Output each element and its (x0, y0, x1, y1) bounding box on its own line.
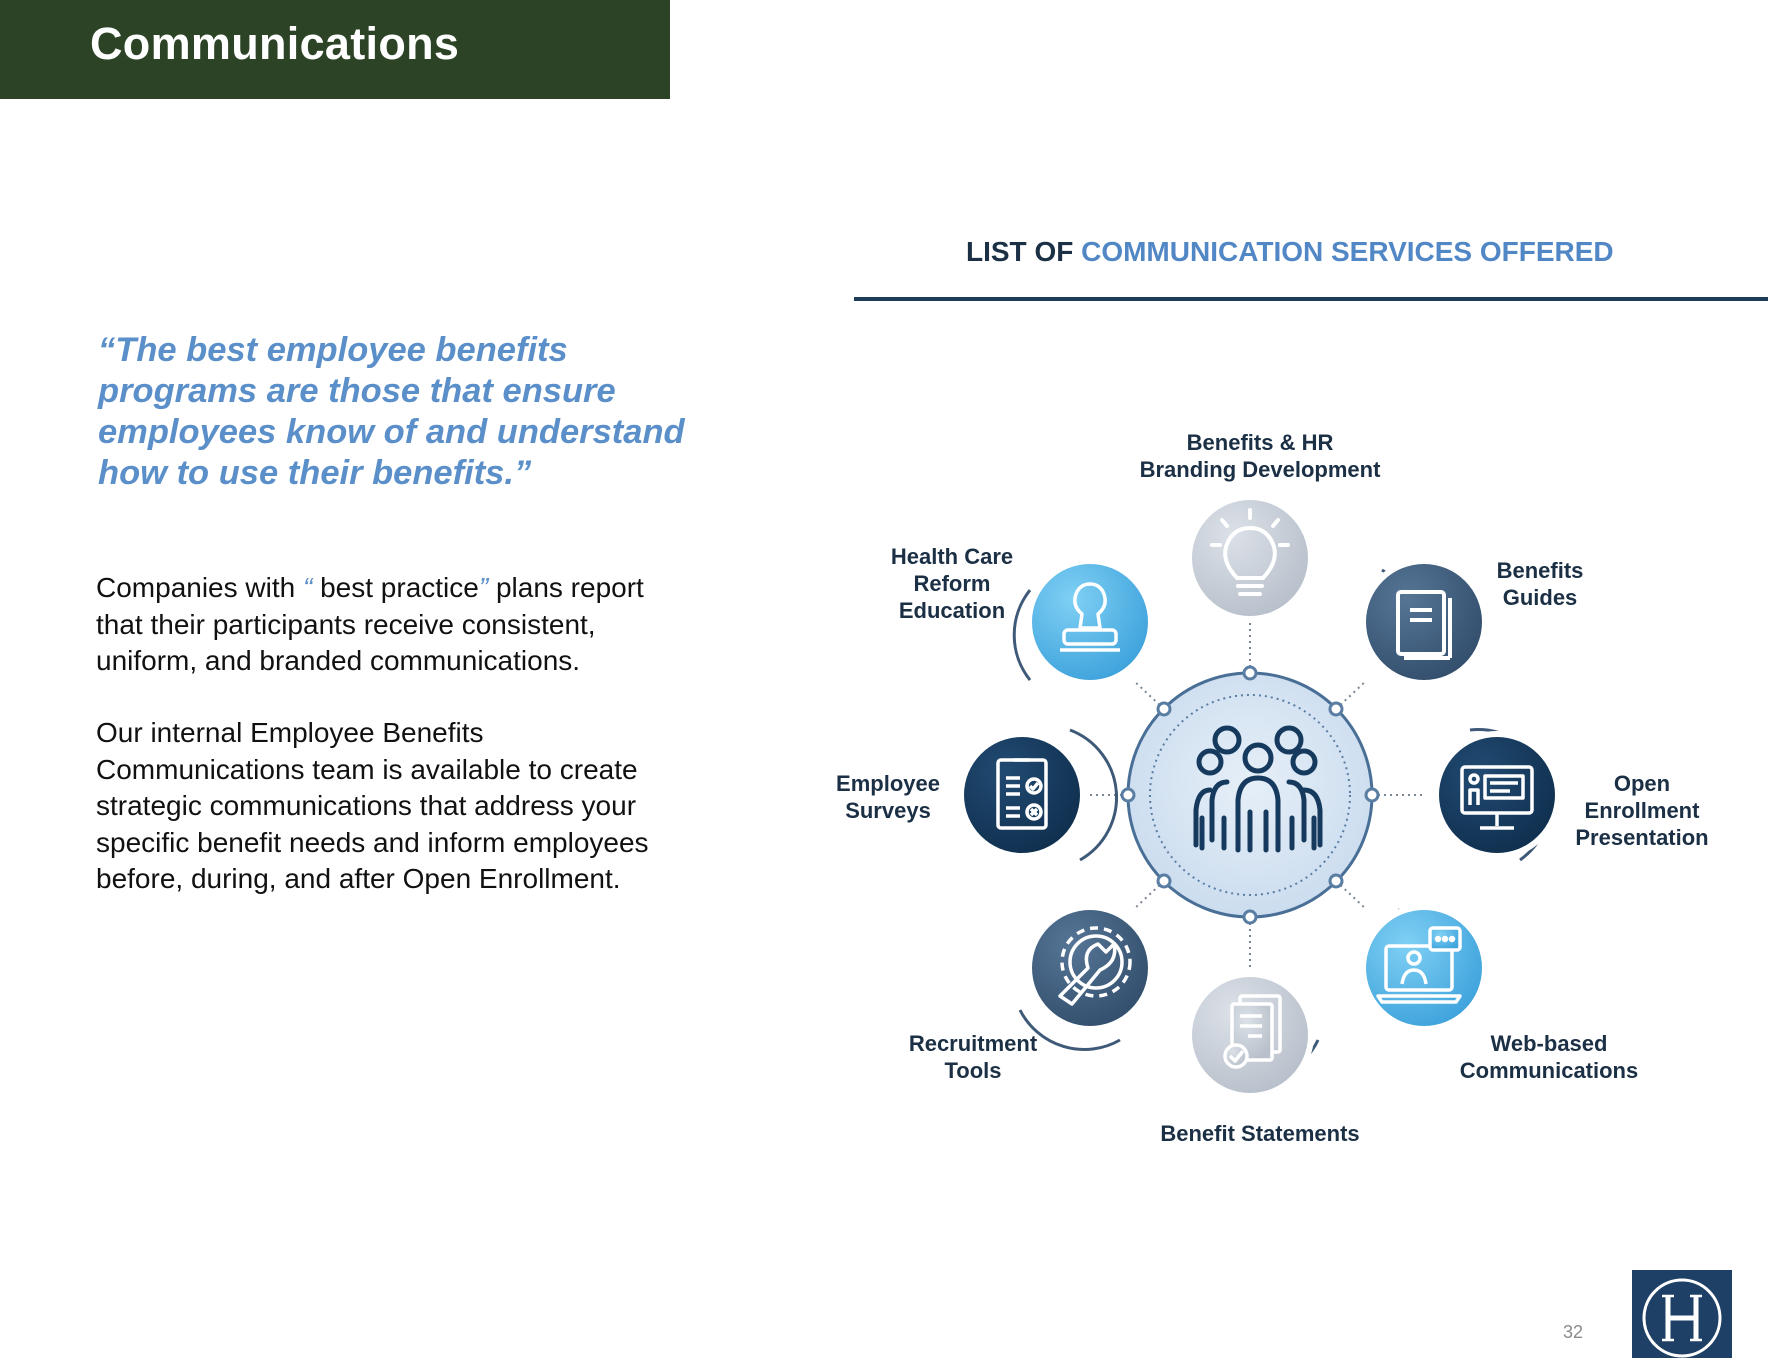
node-label-line: Branding Development (1139, 457, 1381, 482)
node-label-line: Open (1613, 771, 1671, 796)
node-healthcare (1014, 558, 1154, 686)
body-line: that their participants receive consistent, (96, 608, 596, 640)
page-number: 32 (1563, 1322, 1584, 1342)
body-line: specific benefit needs and inform employees (96, 826, 649, 858)
node-label-line: Benefits (1496, 558, 1584, 583)
node-label-healthcare (891, 543, 1013, 624)
open-quote-mark: “ (302, 572, 313, 603)
quote-line: how to use their benefits.” (98, 454, 532, 492)
node-recruitment (1020, 904, 1154, 1050)
node-label-line: Recruitment (908, 1031, 1038, 1056)
node-label-guides (1497, 557, 1584, 611)
node-label-line: Web-based (1490, 1031, 1608, 1056)
node-label-line: Benefit Statements (1160, 1121, 1360, 1146)
quote-line: employees know of and understand (98, 413, 685, 451)
body-line: before, during, and after Open Enrollment. (96, 863, 621, 894)
node-label-line: Enrollment (1584, 798, 1700, 823)
node-label-line: Guides (1502, 585, 1578, 610)
node-label-surveys (836, 770, 940, 824)
body-line: Our internal Employee Benefits (96, 717, 484, 748)
node-label-statements (1160, 1120, 1359, 1147)
node-open-enrollment (1433, 730, 1561, 860)
close-quote-mark: ” (478, 572, 489, 603)
node-label-web (1460, 1030, 1638, 1084)
body-text-fragment: Companies with (96, 572, 303, 603)
node-label-line: Communications (1459, 1058, 1639, 1083)
body-line: Communications team is available to create (96, 753, 638, 785)
node-label-line: Benefits & HR (1186, 430, 1334, 455)
body-text-fragment: best practice (312, 572, 479, 603)
h-logo-icon (1632, 1270, 1732, 1358)
node-label-line: Surveys (845, 798, 931, 823)
node-guides (1360, 558, 1488, 686)
node-branding (1186, 494, 1314, 622)
node-label-line: Employee (836, 771, 940, 796)
node-label-line: Reform (913, 571, 991, 596)
page-title: Communications (90, 18, 460, 69)
node-label-branding (1140, 429, 1381, 483)
node-label-open-enrollment (1575, 770, 1708, 851)
node-label-line: Health Care (890, 544, 1014, 569)
body-text-fragment: plans report (488, 572, 644, 603)
body-line: uniform, and branded communications. (96, 645, 581, 676)
quote-line: “The best employee benefits (98, 331, 568, 369)
node-label-recruitment (909, 1030, 1037, 1084)
section-title-prefix: LIST OF (966, 236, 1074, 267)
node-label-line: Tools (944, 1058, 1002, 1083)
node-label-line: Presentation (1575, 825, 1709, 850)
node-statements (1186, 971, 1318, 1099)
documents-check-icon (1225, 996, 1280, 1067)
node-surveys (958, 730, 1117, 860)
node-web (1360, 904, 1488, 1032)
node-label-line: Education (898, 598, 1006, 623)
quote-line: programs are those that ensure (98, 372, 616, 410)
section-title-accent: COMMUNICATION SERVICES OFFERED (1081, 236, 1614, 267)
body-line: strategic communications that address your (96, 790, 637, 821)
